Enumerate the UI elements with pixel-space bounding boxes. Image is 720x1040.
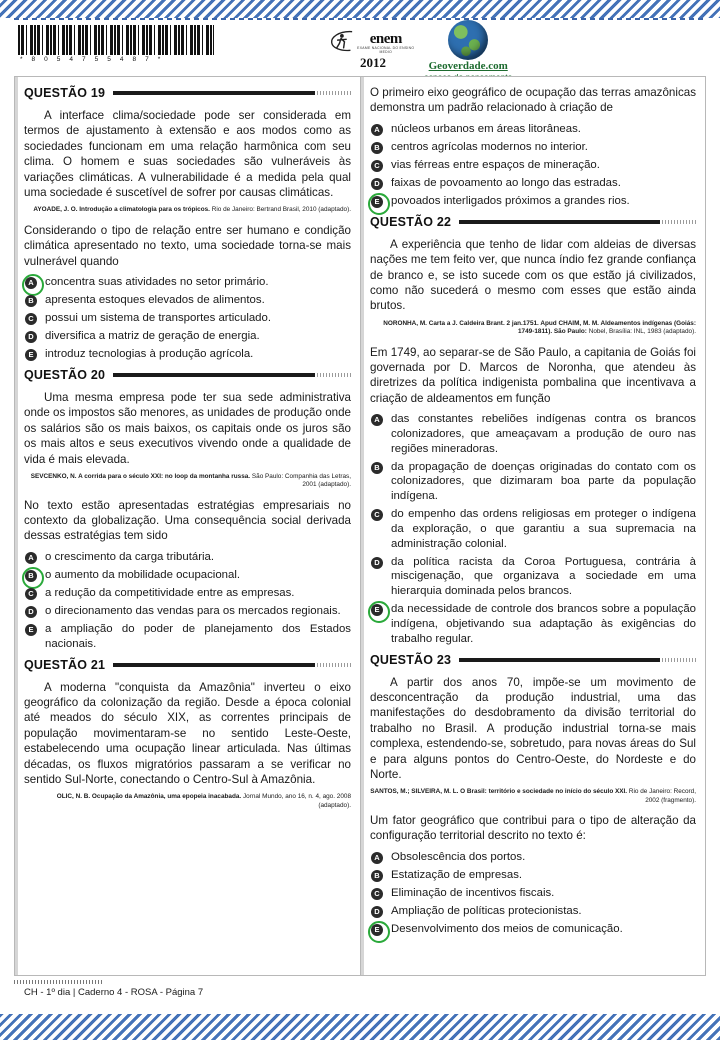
alternative-marker[interactable] bbox=[24, 623, 38, 637]
alternatives-list bbox=[24, 550, 351, 652]
question-source bbox=[24, 206, 351, 214]
column-right bbox=[360, 77, 705, 975]
alternative-option[interactable] bbox=[370, 886, 696, 901]
alternative-option[interactable] bbox=[24, 293, 351, 308]
alternative-marker-selected[interactable] bbox=[370, 923, 384, 937]
question-header-bar bbox=[459, 658, 660, 662]
question-prompt: Em 1749, ao separar-se de São Paulo, a capitania de Goiás foi governada por D. Marcos de Noronha, que atendeu às diretrizes da política indigenista pombalina que incentivava a criação de aldeamentos em função bbox=[370, 345, 696, 405]
source-title: NORONHA, M. Carta a J. Caldeira Brant. 2 jan.1751. Apud CHAIM, M. M. Aldeamentos indígenas (Goiás: 1749-1811). São Paulo: bbox=[383, 319, 696, 336]
alternative-letter: C bbox=[25, 588, 37, 600]
alternative-letter: A bbox=[371, 124, 383, 136]
alternative-text: Obsolescência dos portos. bbox=[391, 850, 526, 863]
alternative-marker[interactable] bbox=[24, 605, 38, 619]
question-header-bar bbox=[459, 220, 660, 224]
alternative-marker[interactable] bbox=[370, 869, 384, 883]
alternative-letter: D bbox=[25, 606, 37, 618]
question-number-label: QUESTÃO 20 bbox=[24, 367, 106, 382]
question-header-q22 bbox=[370, 215, 696, 229]
alternative-marker[interactable] bbox=[24, 348, 38, 362]
question-stimulus: A experiência que tenho de lidar com aldeias de diversas nações me tem feito ver, que nunca índio fez grande confiança de branco e, se isto sucede com os que estão já civilizados, como não sucederá o mesmo com esses que estão ainda brutos. bbox=[370, 237, 696, 313]
alternative-marker-selected[interactable] bbox=[24, 569, 38, 583]
alternative-text: introduz tecnologias à produção agrícola. bbox=[45, 347, 254, 360]
alternative-letter: B bbox=[25, 570, 37, 582]
alternative-text: possui um sistema de transportes articulado. bbox=[45, 311, 272, 324]
alternative-option[interactable] bbox=[370, 507, 696, 551]
column-left bbox=[15, 77, 360, 975]
alternative-text: das constantes rebeliões indígenas contra os brancos colonizadores, que ameaçavam a produção de ouro nas regiões mineradoras. bbox=[391, 413, 696, 455]
alternative-option[interactable] bbox=[24, 275, 351, 290]
alternative-letter: B bbox=[371, 462, 383, 474]
question-header-q23 bbox=[370, 653, 696, 667]
alternative-text: Desenvolvimento dos meios de comunicação. bbox=[391, 922, 623, 935]
alternative-option[interactable] bbox=[24, 586, 351, 601]
document-header bbox=[0, 18, 720, 76]
alternative-option[interactable] bbox=[370, 555, 696, 599]
footer-dotted-rule bbox=[14, 980, 102, 984]
alternative-text: vias férreas entre espaços de mineração. bbox=[391, 158, 600, 171]
alternative-text: do empenho das ordens religiosas em proteger o indígena da exploração, o que garantiu a sua supremacia na administração colonial. bbox=[391, 508, 696, 550]
alternative-option[interactable] bbox=[24, 550, 351, 565]
question-stimulus: A partir dos anos 70, impõe-se um movimento de desconcentração da produção industrial, uma das manifestações do desdobramento da divisão territorial do trabalho no Brasil. A produção industrial torna-se mais complexa, estendendo-se, sobretudo, para novas áreas do Sul e para alguns pontos do Centro-Oeste, do Nordeste e do Norte. bbox=[370, 675, 696, 781]
alternatives-list bbox=[24, 275, 351, 362]
header-dotted-rule bbox=[14, 18, 706, 20]
alternative-marker[interactable] bbox=[370, 851, 384, 865]
alternative-text: diversifica a matriz de geração de energia. bbox=[45, 329, 260, 342]
question-header-bar bbox=[113, 91, 315, 95]
alternative-letter: E bbox=[371, 924, 383, 936]
question-header-dots bbox=[662, 658, 696, 662]
source-title: SEVCENKO, N. A corrida para o século XXI: no loop da montanha russa. bbox=[30, 473, 251, 481]
alternative-marker[interactable] bbox=[24, 587, 38, 601]
alternative-option[interactable] bbox=[370, 176, 696, 191]
alternative-letter: C bbox=[25, 313, 37, 325]
enem-runner-icon bbox=[330, 28, 356, 54]
alternative-text: o crescimento da carga tributária. bbox=[45, 550, 215, 563]
alternative-text: povoados interligados próximos a grandes rios. bbox=[391, 194, 630, 207]
question-number-label: QUESTÃO 19 bbox=[24, 86, 106, 100]
alternative-marker-selected[interactable] bbox=[370, 195, 384, 209]
alternatives-list bbox=[370, 850, 696, 937]
question-header-q19 bbox=[24, 86, 351, 100]
alternative-letter: B bbox=[371, 142, 383, 154]
question-header-q21 bbox=[24, 658, 351, 672]
alternative-text: o direcionamento das vendas para os mercados regionais. bbox=[45, 604, 341, 617]
alternative-letter: D bbox=[371, 178, 383, 190]
alternative-option[interactable] bbox=[24, 347, 351, 362]
source-title: AYOADE, J. O. Introdução a climatologia para os trópicos. bbox=[33, 206, 210, 214]
alternatives-list bbox=[370, 412, 696, 646]
alternative-option[interactable] bbox=[370, 850, 696, 865]
alternative-text: da propagação de doenças originadas do contato com os colonizadores, que dizimaram boa parte da população indígena. bbox=[391, 460, 696, 503]
alternative-option[interactable] bbox=[370, 158, 696, 173]
alternative-letter: E bbox=[371, 196, 383, 208]
question-number-label: QUESTÃO 23 bbox=[370, 652, 452, 667]
alternative-text: núcleos urbanos em áreas litorâneas. bbox=[391, 122, 581, 135]
question-stimulus: Uma mesma empresa pode ter sua sede administrativa onde os impostos são menores, as unidades de produção onde os salários são os mais baixos, os capitais onde os juros são os mais altos e seus executivos vivendo onde a qualidade de vida é mais elevada. bbox=[24, 390, 351, 466]
source-title: OLIC, N. B. Ocupação da Amazônia, uma epopeia inacabada. bbox=[56, 793, 242, 801]
alternative-option[interactable] bbox=[370, 412, 696, 456]
question-header-dots bbox=[317, 663, 351, 667]
alternative-option[interactable] bbox=[370, 868, 696, 883]
question-header-bar bbox=[113, 373, 315, 377]
question-number-label: QUESTÃO 21 bbox=[24, 657, 106, 672]
alternative-letter: E bbox=[371, 604, 383, 616]
alternative-letter: C bbox=[371, 160, 383, 172]
alternative-letter: B bbox=[371, 870, 383, 882]
source-publisher: Rio de Janeiro: Record, 2002 (fragmento). bbox=[628, 788, 696, 804]
alternative-text: concentra suas atividades no setor primário. bbox=[45, 275, 269, 288]
enem-year: 2012 bbox=[360, 55, 386, 70]
alternative-marker-selected[interactable] bbox=[24, 276, 38, 290]
question-header-q20 bbox=[24, 368, 351, 382]
exam-page bbox=[0, 18, 720, 1014]
source-publisher: Jornal Mundo, ano 16, n. 4, ago. 2008 (adaptado). bbox=[242, 793, 351, 809]
alternative-letter: A bbox=[25, 277, 37, 289]
footer-caption: CH - 1º dia | Caderno 4 - ROSA - Página 7 bbox=[24, 987, 204, 998]
question-prompt: Considerando o tipo de relação entre ser humano e condição climática apresentado no texto, uma sociedade torna-se mais vulnerável quando bbox=[24, 223, 351, 268]
alternative-letter: A bbox=[371, 852, 383, 864]
alternative-marker[interactable] bbox=[24, 551, 38, 565]
alternative-letter: D bbox=[25, 331, 37, 343]
alternative-marker-selected[interactable] bbox=[370, 603, 384, 617]
question-prompt: O primeiro eixo geográfico de ocupação das terras amazônicas demonstra um padrão relacionado à criação de bbox=[370, 86, 696, 115]
question-header-dots bbox=[317, 91, 351, 95]
alternative-text: o aumento da mobilidade ocupacional. bbox=[45, 568, 241, 581]
alternative-text: Ampliação de políticas protecionistas. bbox=[391, 904, 582, 917]
alternative-text: da necessidade de controle dos brancos sobre a população indígena, objetivando sua adaptação às exigências do trabalho regular. bbox=[391, 603, 696, 645]
enem-wordmark: enem bbox=[369, 31, 402, 48]
question-source bbox=[370, 788, 696, 805]
enem-logo bbox=[330, 28, 416, 71]
alternative-marker[interactable] bbox=[370, 461, 384, 475]
alternative-option[interactable] bbox=[370, 122, 696, 137]
alternative-text: apresenta estoques elevados de alimentos. bbox=[45, 293, 265, 306]
alternative-letter: D bbox=[371, 906, 383, 918]
alternative-option[interactable] bbox=[24, 311, 351, 326]
alternative-text: faixas de povoamento ao longo das estradas. bbox=[391, 176, 621, 189]
globe-icon bbox=[448, 20, 488, 60]
question-prompt: No texto estão apresentadas estratégias empresariais no contexto da globalização. Uma consequência social derivada dessas estratégias tem sido bbox=[24, 498, 351, 543]
question-source bbox=[370, 320, 696, 337]
source-title: SANTOS, M.; SILVEIRA, M. L. O Brasil: território e sociedade no início do século XXI. bbox=[370, 788, 628, 796]
alternative-marker[interactable] bbox=[370, 177, 384, 191]
alternative-option[interactable] bbox=[24, 568, 351, 583]
alternative-option[interactable] bbox=[370, 922, 696, 937]
alternative-letter: D bbox=[371, 557, 383, 569]
source-publisher: Nobel, Brasília: INL, 1983 (adaptado). bbox=[588, 328, 696, 336]
question-header-dots bbox=[662, 220, 696, 224]
alternatives-list bbox=[370, 122, 696, 209]
alternative-marker[interactable] bbox=[370, 141, 384, 155]
alternative-option[interactable] bbox=[370, 904, 696, 919]
barcode-block bbox=[18, 25, 214, 63]
enem-logo-mark bbox=[330, 28, 416, 54]
barcode-number: * 8 0 5 4 7 5 5 4 8 7 * bbox=[20, 56, 164, 63]
barcode-image bbox=[18, 25, 214, 55]
alternative-marker[interactable] bbox=[24, 330, 38, 344]
alternative-marker[interactable] bbox=[370, 413, 384, 427]
enem-subtitle: EXAME NACIONAL DO ENSINO MEDIO bbox=[357, 46, 415, 54]
alternative-text: a redução da competitividade entre as empresas. bbox=[45, 586, 295, 599]
alternative-option[interactable] bbox=[24, 604, 351, 619]
alternative-marker[interactable] bbox=[370, 905, 384, 919]
alternative-letter: C bbox=[371, 509, 383, 521]
alternative-letter: A bbox=[371, 414, 383, 426]
question-columns bbox=[14, 76, 706, 976]
question-prompt: Um fator geográfico que contribui para o tipo de alteração da configuração territorial descrito no texto é: bbox=[370, 814, 696, 843]
question-stimulus: A interface clima/sociedade pode ser considerada em termos de ajustamento à extensão e aos modos como as sociedades funcionam em uma relação harmônica com seu clima. O homem e suas sociedades são vulneráveis às variações climáticas. A vulnerabilidade é a medida pela qual uma sociedade é suscetível de sofrer por causas climáticas. bbox=[24, 109, 351, 200]
source-publisher: Rio de Janeiro: Bertrand Brasil, 2010 (adaptado). bbox=[211, 206, 351, 214]
alternative-marker[interactable] bbox=[370, 887, 384, 901]
question-header-dots bbox=[317, 373, 351, 377]
alternative-text: a ampliação do poder de planejamento dos Estados nacionais. bbox=[45, 622, 351, 650]
alternative-option[interactable] bbox=[370, 460, 696, 504]
alternative-text: Eliminação de incentivos fiscais. bbox=[391, 886, 555, 899]
geoverdade-logo[interactable] bbox=[424, 20, 512, 82]
alternative-text: Estatização de empresas. bbox=[391, 868, 523, 881]
alternative-marker[interactable] bbox=[370, 123, 384, 137]
question-stimulus: A moderna "conquista da Amazônia" inverteu o eixo geográfico da colonização da região. Desde a época colonial até meados do século XIX, as correntes principais de população movimentaram-se no sentido Leste-Oeste, estabelecendo uma ocupação linear articulada. Nas últimas décadas, os fluxos migratórios passaram a se verificar no sentido Sul-Norte, conectando o Centro-Sul à Amazônia. bbox=[24, 680, 351, 786]
alternative-letter: E bbox=[25, 349, 37, 361]
question-header-bar bbox=[113, 663, 315, 667]
alternative-marker[interactable] bbox=[24, 294, 38, 308]
alternative-option[interactable] bbox=[24, 329, 351, 344]
geoverdade-name: Geoverdade.com bbox=[428, 60, 508, 72]
alternative-option[interactable] bbox=[24, 622, 351, 652]
alternative-marker[interactable] bbox=[370, 556, 384, 570]
alternative-marker[interactable] bbox=[370, 508, 384, 522]
alternative-letter: E bbox=[25, 624, 37, 636]
alternative-option[interactable] bbox=[370, 140, 696, 155]
alternative-option[interactable] bbox=[370, 602, 696, 646]
alternative-letter: C bbox=[371, 888, 383, 900]
alternative-text: centros agrícolas modernos no interior. bbox=[391, 140, 588, 153]
alternative-marker[interactable] bbox=[24, 312, 38, 326]
question-source bbox=[24, 793, 351, 810]
alternative-option[interactable] bbox=[370, 194, 696, 209]
alternative-text: da política racista da Coroa Portuguesa, contrária à miscigenação, que organizava a sociedade em uma hierarquia dominada pelos brancos. bbox=[391, 555, 696, 598]
alternative-letter: A bbox=[25, 552, 37, 564]
document-footer bbox=[14, 980, 706, 998]
alternative-letter: B bbox=[25, 295, 37, 307]
question-source bbox=[24, 473, 351, 490]
source-publisher: São Paulo: Companhia das Letras, 2001 (adaptado). bbox=[251, 473, 351, 489]
question-number-label: QUESTÃO 22 bbox=[370, 214, 452, 229]
alternative-marker[interactable] bbox=[370, 159, 384, 173]
